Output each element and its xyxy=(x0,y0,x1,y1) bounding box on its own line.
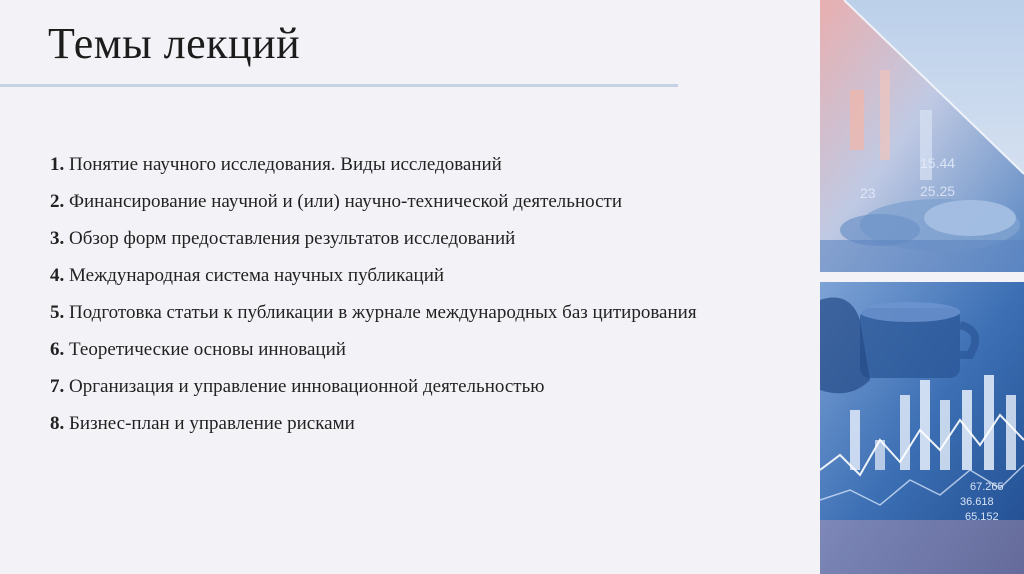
topic-item xyxy=(50,409,744,438)
topic-text: Подготовка статьи к публикации в журнале международных баз цитирования xyxy=(64,302,697,323)
image-number: 23 xyxy=(860,185,876,201)
topic-text: Финансирование научной и (или) научно-технической деятельности xyxy=(64,191,622,212)
topic-text: Организация и управление инновационной деятельностью xyxy=(64,376,545,397)
topic-number: 6. xyxy=(50,339,65,360)
image-number: 25.25 xyxy=(920,183,956,199)
image-number: 67.265 xyxy=(970,481,1004,493)
slide-title: Темы лекций xyxy=(48,19,301,68)
topic-number: 2. xyxy=(50,191,65,212)
topic-text: Бизнес-план и управление рисками xyxy=(64,413,355,434)
topic-text: Теоретические основы инноваций xyxy=(64,339,346,360)
topic-number: 8. xyxy=(50,413,65,434)
topic-number: 3. xyxy=(50,228,65,249)
topic-item xyxy=(50,150,744,179)
topic-text: Обзор форм предоставления результатов исследований xyxy=(64,228,516,249)
lecture-topics-list xyxy=(50,150,744,446)
image-number: 65.152 xyxy=(965,511,999,523)
image-number: 15.44 xyxy=(920,155,956,171)
topic-item xyxy=(50,372,744,401)
topic-number: 5. xyxy=(50,302,65,323)
topic-text: Понятие научного исследования. Виды исследований xyxy=(64,154,502,175)
image-number: 36.618 xyxy=(960,496,994,508)
topic-item xyxy=(50,224,744,253)
topic-number: 7. xyxy=(50,376,65,397)
title-underline xyxy=(0,84,678,87)
topic-item xyxy=(50,298,744,327)
topic-text: Международная система научных публикаций xyxy=(64,265,445,286)
topic-item xyxy=(50,187,744,216)
decorative-finance-image xyxy=(820,0,1024,574)
topic-number: 4. xyxy=(50,265,65,286)
topic-item xyxy=(50,335,744,364)
topic-item xyxy=(50,261,744,290)
topic-number: 1. xyxy=(50,154,65,175)
